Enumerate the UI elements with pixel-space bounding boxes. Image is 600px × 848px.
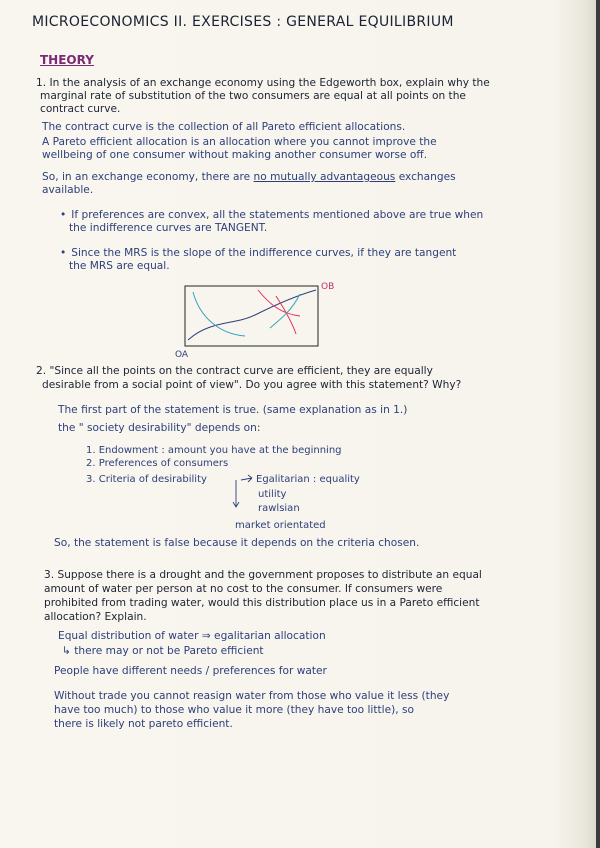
underlined-phrase: no mutually advantageous (253, 171, 396, 183)
edgeworth-box (185, 286, 318, 346)
section-heading: THEORY (40, 53, 94, 67)
q2-answer-1: The first part of the statement is true. (same explanation as in 1.) (58, 404, 408, 416)
q3-answer-2: ↳ there may or not be Pareto efficient (62, 645, 264, 657)
q1-bullet-1a: • If preferences are convex, all the statements mentioned above are true when (60, 209, 483, 222)
q2-conclusion: So, the statement is false because it depends on the criteria chosen. (54, 537, 420, 549)
q3-answer-1: Equal distribution of water ⇒ egalitarian allocation (58, 630, 326, 642)
q3-line-2: amount of water per person at no cost to the consumer. If consumers were (44, 583, 443, 595)
q2-list-1: 1. Endowment : amount you have at the beginning (86, 445, 342, 456)
q3-answer-4b: have too much) to those who value it more (they have too little), so (54, 704, 415, 716)
q3-answer-3: People have different needs / preferences for water (54, 665, 327, 677)
q1-bullet-1b: the indifference curves are TANGENT. (69, 222, 268, 234)
criteria-egalitarian: Egalitarian : equality (256, 474, 360, 485)
q2-line-1: 2. "Since all the points on the contract curve are efficient, they are equally (36, 365, 433, 377)
q1-line-3: contract curve. (40, 103, 121, 115)
q1-answer-2: A Pareto efficient allocation is an allocation where you cannot improve the (42, 136, 437, 148)
q1-bullet-2a: • Since the MRS is the slope of the indifference curves, if they are tangent (60, 247, 456, 260)
q3-answer-4a: Without trade you cannot reasign water from those who value it less (they (54, 690, 450, 702)
q3-line-1: 3. Suppose there is a drought and the government proposes to distribute an equal (44, 569, 482, 581)
indifference-curve-b-1 (258, 290, 300, 316)
page-title: MICROECONOMICS II. EXERCISES : GENERAL EQUILIBRIUM (32, 14, 454, 30)
q3-line-4: allocation? Explain. (44, 611, 147, 623)
criteria-market: market orientated (235, 520, 326, 531)
q1-line-1: 1. In the analysis of an exchange economy using the Edgeworth box, explain why the (36, 77, 490, 89)
q1-answer-1: The contract curve is the collection of all Pareto efficient allocations. (42, 121, 406, 133)
origin-a-label: OA (175, 350, 189, 360)
q2-list-3: 3. Criteria of desirability (86, 474, 207, 485)
q1-answer-4: So, in an exchange economy, there are no mutually advantageous exchanges (42, 171, 456, 183)
indifference-curve-a-1 (193, 292, 245, 336)
q1-answer-5: available. (42, 184, 94, 196)
q3-line-3: prohibited from trading water, would this distribution place us in a Pareto efficient (44, 597, 480, 609)
contract-curve (188, 290, 316, 340)
q2-line-2: desirable from a social point of view". Do you agree with this statement? Why? (42, 379, 462, 391)
q1-bullet-2b: the MRS are equal. (69, 260, 170, 272)
criteria-rawlsian: rawlsian (258, 503, 300, 514)
q3-answer-4c: there is likely not pareto efficient. (54, 718, 233, 730)
indifference-curve-a-2 (270, 294, 300, 328)
origin-b-label: OB (321, 282, 335, 292)
q1-answer-3: wellbeing of one consumer without making another consumer worse off. (42, 149, 428, 161)
notebook-spine (596, 0, 600, 848)
q2-answer-2: the " society desirability" depends on: (58, 422, 261, 434)
q1-line-2: marginal rate of substitution of the two consumers are equal at all points on the (40, 90, 466, 102)
indifference-curve-b-2 (276, 296, 296, 334)
q2-list-2: 2. Preferences of consumers (86, 458, 229, 469)
criteria-utility: utility (258, 489, 287, 500)
